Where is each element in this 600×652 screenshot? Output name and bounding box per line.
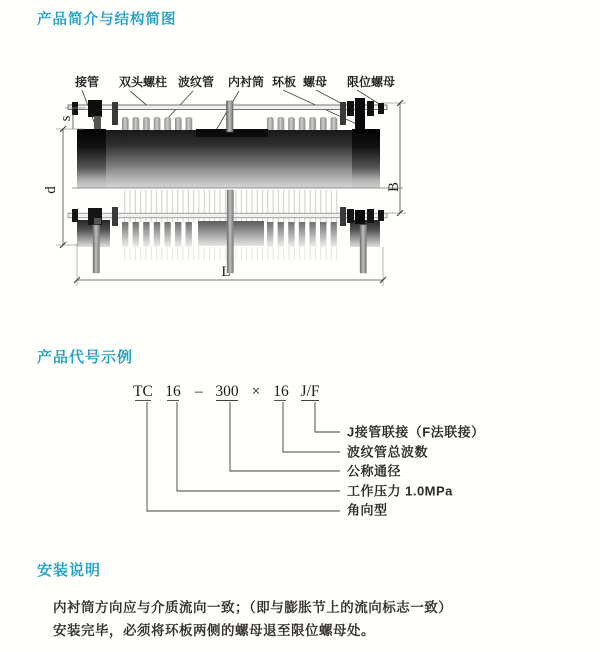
code-leader-lines (135, 401, 340, 512)
code-legend (347, 425, 485, 518)
label-inner-liner: 内衬筒 (227, 75, 265, 89)
label-bellows: 波纹管 (177, 75, 215, 89)
dim-s-label: s (58, 115, 74, 122)
code-diameter: 300 (215, 383, 239, 400)
section-title-code-example: 产品代号示例 (37, 349, 134, 366)
expansion-joint-diagram (0, 60, 460, 300)
code-connection: J/F (300, 383, 320, 400)
install-line: 安装完毕，必须将环板两侧的螺母退至限位螺母处。 (53, 622, 375, 638)
label-connecting-pipe: 接管 (74, 75, 100, 89)
section-title-intro: 产品简介与结构简图 (37, 12, 177, 28)
legend-working-pressure: 工作压力 1.0MPa (347, 483, 453, 499)
label-limit-nut: 限位螺母 (346, 75, 396, 89)
code-string (133, 383, 320, 400)
part-labels (74, 74, 395, 89)
label-nut: 螺母 (302, 75, 328, 89)
install-line: 内衬筒方向应与介质流向一致；（即与膨胀节上的流向标志一致） (53, 600, 453, 615)
product-code-diagram (120, 375, 590, 525)
dimension-B (386, 100, 406, 216)
code-dash: – (195, 383, 203, 400)
section-title-install: 安装说明 (37, 562, 102, 579)
dim-d-label: d (43, 186, 59, 194)
legend-connection: J接管联接（F法联接） (347, 424, 485, 440)
code-waves: 16 (273, 383, 289, 400)
legend-nominal-diameter: 公称通径 (347, 463, 402, 479)
dimension-s (58, 108, 85, 129)
dim-B-label: B (386, 181, 402, 193)
label-ring-plate: 环板 (271, 75, 297, 89)
legend-wave-count: 波纹管总波数 (347, 444, 429, 460)
code-times: × (251, 383, 261, 400)
install-instructions (53, 597, 553, 642)
label-double-end-stud: 双头螺柱 (118, 75, 168, 89)
code-type: TC (133, 383, 153, 400)
top-tie-rod (68, 98, 406, 132)
code-pressure: 16 (165, 383, 181, 400)
lower-half (68, 190, 387, 273)
legend-angular-type: 角向型 (347, 502, 388, 518)
dim-L-label: L (221, 264, 231, 280)
